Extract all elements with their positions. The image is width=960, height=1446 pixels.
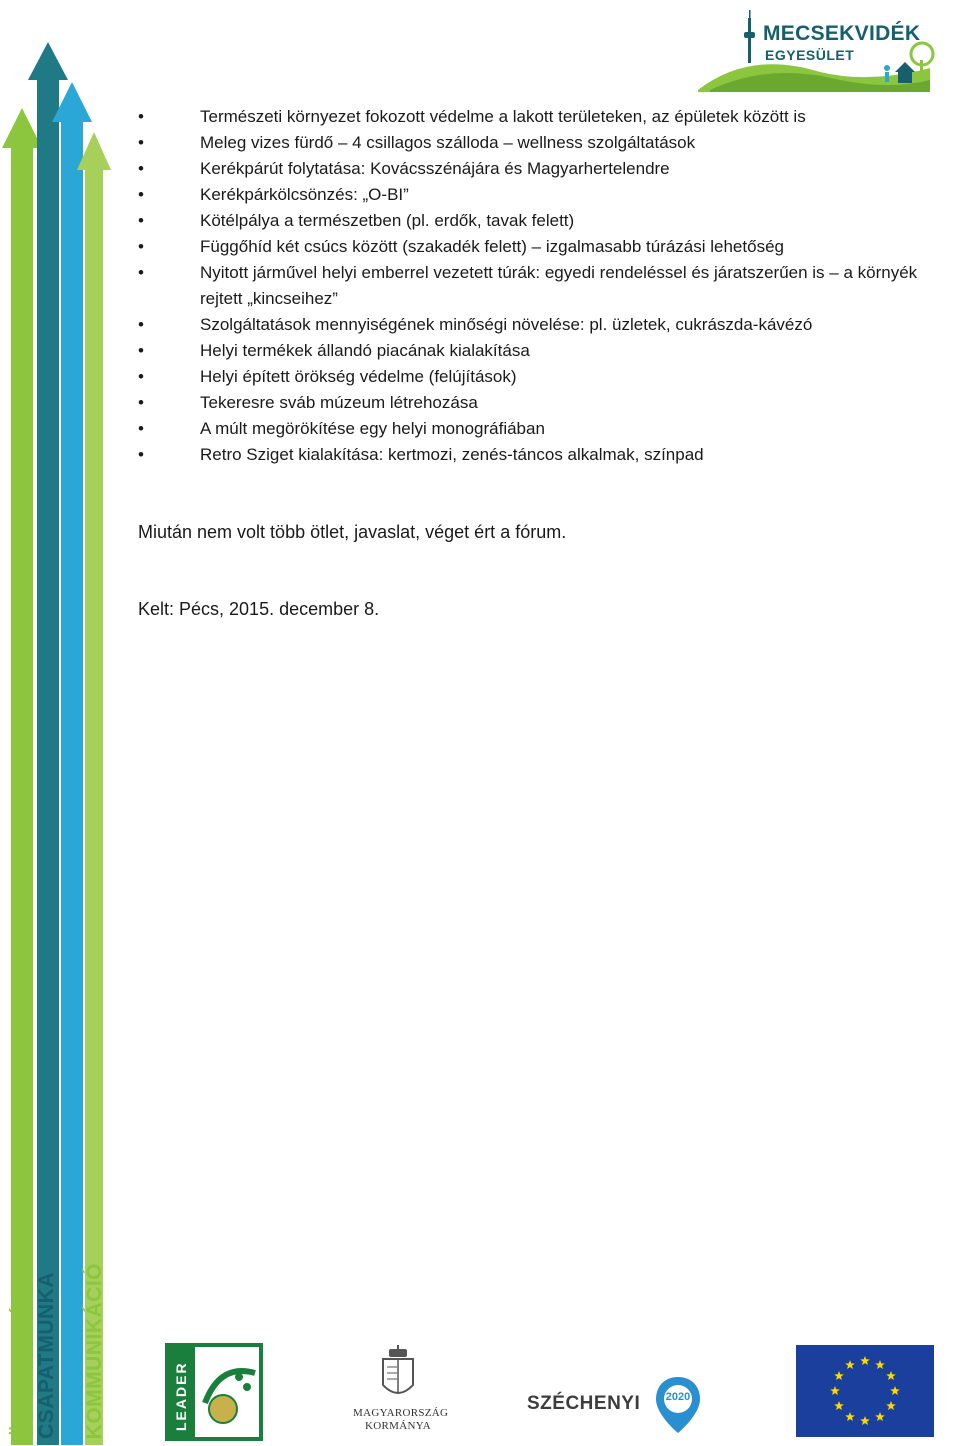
side-word-kommunikacio: KOMMUNIKÁCIÓ — [83, 1262, 106, 1439]
list-item: • Függőhíd két csúcs között (szakadék felett) – izgalmasabb túrázási lehetőség — [138, 234, 928, 260]
decorative-arrows — [0, 40, 115, 1445]
closing-paragraph: Miután nem volt több ötlet, javaslat, véget ért a fórum. — [138, 522, 567, 542]
szechenyi-label: SZÉCHENYI — [527, 1393, 641, 1414]
magyarorszag-line1: MAGYARORSZÁG — [353, 1407, 449, 1419]
date-line: Kelt: Pécs, 2015. december 8. — [138, 599, 380, 619]
szechenyi-2020-logo — [527, 1375, 702, 1440]
list-item: • Nyitott járművel helyi emberrel vezetett túrák: egyedi rendeléssel és járatszerűen is – a környék rejtett „kincseihez” — [138, 260, 928, 312]
list-item: • Természeti környezet fokozott védelme a lakott területeken, az épületek között is — [138, 104, 928, 130]
side-word-csapatmunka: CSAPATMUNKA — [35, 1272, 58, 1439]
szechenyi-year: 2020 — [665, 1391, 691, 1403]
logo-subtitle: EGYESÜLET — [765, 47, 855, 63]
logo-title: MECSEKVIDÉK — [763, 22, 921, 45]
map-pin-icon — [654, 1375, 702, 1435]
bullet-list — [138, 104, 928, 468]
arrows-icon — [0, 40, 115, 1445]
leader-label: LEADER — [173, 1361, 189, 1431]
list-item: • Meleg vizes fürdő – 4 csillagos szálloda – wellness szolgáltatások — [138, 130, 928, 156]
leader-logo — [165, 1343, 263, 1441]
list-item: • Kerékpárkölcsönzés: „O-BI” — [138, 182, 928, 208]
list-item: • A múlt megörökítése egy helyi monográfiában — [138, 416, 928, 442]
magyarorszag-kormanya-logo — [353, 1345, 449, 1435]
side-word-siker: SIKER — [59, 1372, 82, 1439]
list-item: • Kötélpálya a természetben (pl. erdők, tavak felett) — [138, 208, 928, 234]
side-word-osszefogas: ÖSSZEFOGÁS — [9, 1288, 32, 1439]
eu-flag-icon — [796, 1345, 934, 1437]
coat-of-arms-icon — [353, 1345, 443, 1407]
mecsekvidek-logo — [690, 10, 940, 92]
list-item: • Szolgáltatások mennyiségének minőségi növelése: pl. üzletek, cukrászda-kávézó — [138, 312, 928, 338]
list-item: • Kerékpárút folytatása: Kovácsszénájára és Magyarhertelendre — [138, 156, 928, 182]
magyarorszag-line2: KORMÁNYA — [365, 1420, 431, 1432]
main-content — [138, 104, 928, 468]
list-item: • Retro Sziget kialakítása: kertmozi, zenés-táncos alkalmak, színpad — [138, 442, 928, 468]
list-item: • Tekeresre sváb múzeum létrehozása — [138, 390, 928, 416]
eu-flag-logo — [796, 1345, 934, 1437]
list-item: • Helyi termékek állandó piacának kialakítása — [138, 338, 928, 364]
list-item: • Helyi épített örökség védelme (felújítások) — [138, 364, 928, 390]
